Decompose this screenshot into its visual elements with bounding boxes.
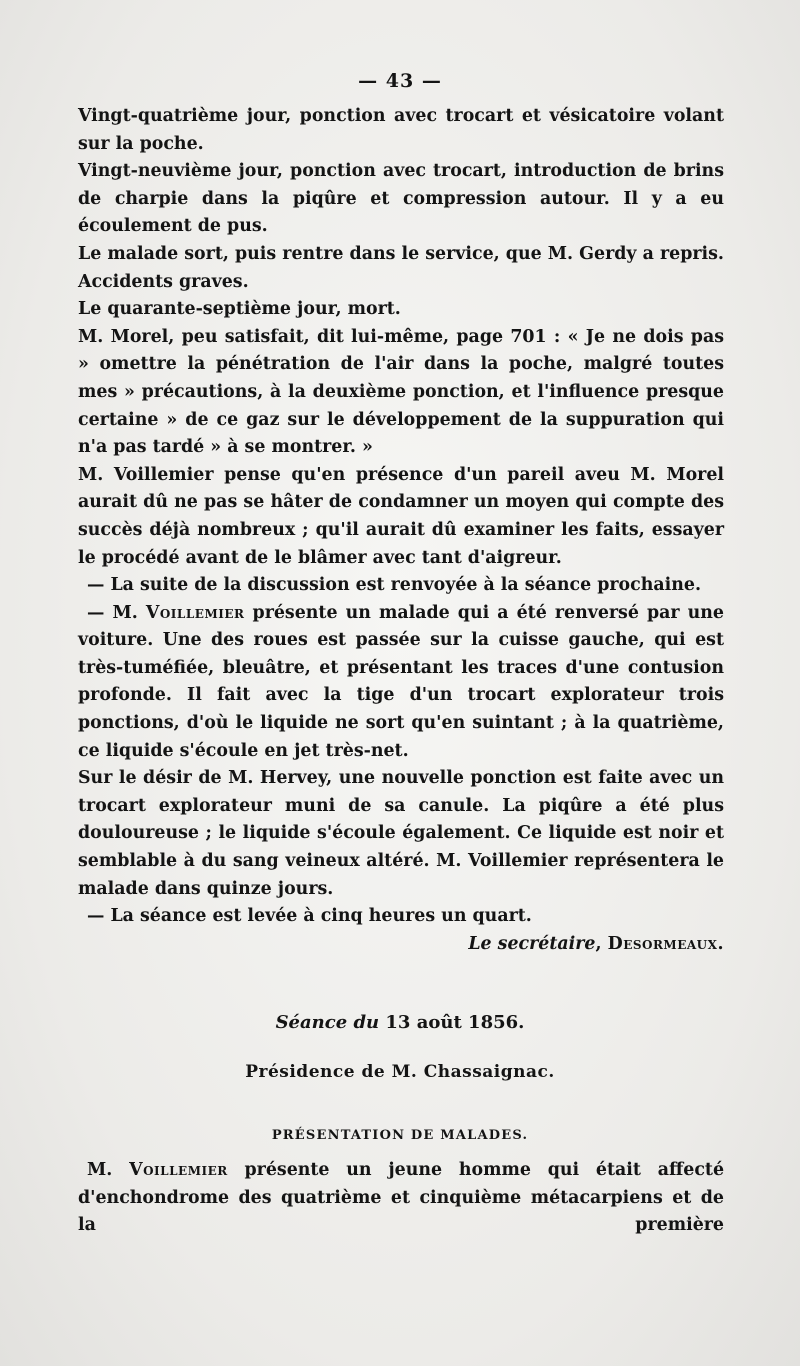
seance-label: Séance du <box>275 1012 380 1033</box>
paragraph-8-prefix: — M. <box>87 602 138 623</box>
main-text <box>78 103 724 958</box>
seance-date: 13 août 1856. <box>385 1012 525 1033</box>
presidence-line: Présidence de M. Chassaignac. <box>245 1062 555 1082</box>
signature-role: Le secrétaire <box>468 933 596 954</box>
paragraph-8-text: présente un malade qui a été renversé par une voiture. Une des roues est passée sur la cuisse gauche, qui est très-tuméfiée, bleuâtre, et présentant les traces d'une contusion profonde. Il fait avec la tige d'un trocart explorateur trois ponctions, d'où le liquide ne sort qu'en suintant ; à la quatrième, ce liquide s'écoule en jet très-net. <box>78 602 724 761</box>
final-prefix: M. <box>87 1160 113 1180</box>
paragraph-6: M. Voillemier pense qu'en présence d'un pareil aveu M. Morel aurait dû ne pas se hâter de condamner un moyen qui compte des succès déjà nombreux ; qu'il aurait dû examiner les faits, essayer le procédé avant de le blâmer avec tant d'aigreur. <box>78 464 724 568</box>
final-rest: présente un jeune homme qui était affecté d'enchondrome des quatrième et cinquième métacarpiens et de la première <box>78 1160 725 1236</box>
paragraph-9: Sur le désir de M. Hervey, une nouvelle ponction est faite avec un trocart explorateur muni de sa canule. La piqûre a été plus douloureuse ; le liquide s'écoule également. Ce liquide est noir et semblable à du sang veineux altéré. M. Voillemier représentera le malade dans quinze jours. <box>78 768 724 899</box>
paragraph-8 <box>78 600 724 766</box>
paragraph-1: Vingt-quatrième jour, ponction avec trocart et vésicatoire volant sur la poche. <box>78 106 724 154</box>
final-paragraph <box>78 1157 724 1240</box>
paragraph-3: Le malade sort, puis rentre dans le service, que M. Gerdy a repris. Accidents graves. <box>78 243 724 292</box>
seance-heading <box>0 1012 800 1033</box>
paragraph-4: Le quarante-septième jour, mort. <box>78 299 401 320</box>
paragraph-7: — La suite de la discussion est renvoyée à la séance prochaine. <box>87 575 701 596</box>
signature-separator: , <box>595 933 602 954</box>
final-name: Voillemier <box>129 1160 228 1180</box>
section-title: PRÉSENTATION DE MALADES. <box>271 1128 529 1143</box>
signature <box>78 931 724 959</box>
paragraph-5-quotation: M. Morel, peu satisfait, dit lui-même, page 701 : « Je ne dois pas » omettre la pénétration de l'air dans la poche, malgré toutes mes » précautions, à la deuxième ponction, et l'influence presque certaine » de ce gaz sur le développement de la suppuration qui n'a pas tardé » à se montrer. » <box>78 326 724 458</box>
page-number: — 43 — <box>358 70 442 92</box>
signature-name: Desormeaux. <box>607 933 724 954</box>
final-text <box>78 1157 724 1240</box>
paragraph-2: Vingt-neuvième jour, ponction avec trocart, introduction de brins de charpie dans la piqûre et compression autour. Il y a eu écoulement de pus. <box>78 161 724 237</box>
paragraph-10: — La séance est levée à cinq heures un quart. <box>87 906 532 927</box>
speaker-name: Voillemier <box>145 602 245 623</box>
